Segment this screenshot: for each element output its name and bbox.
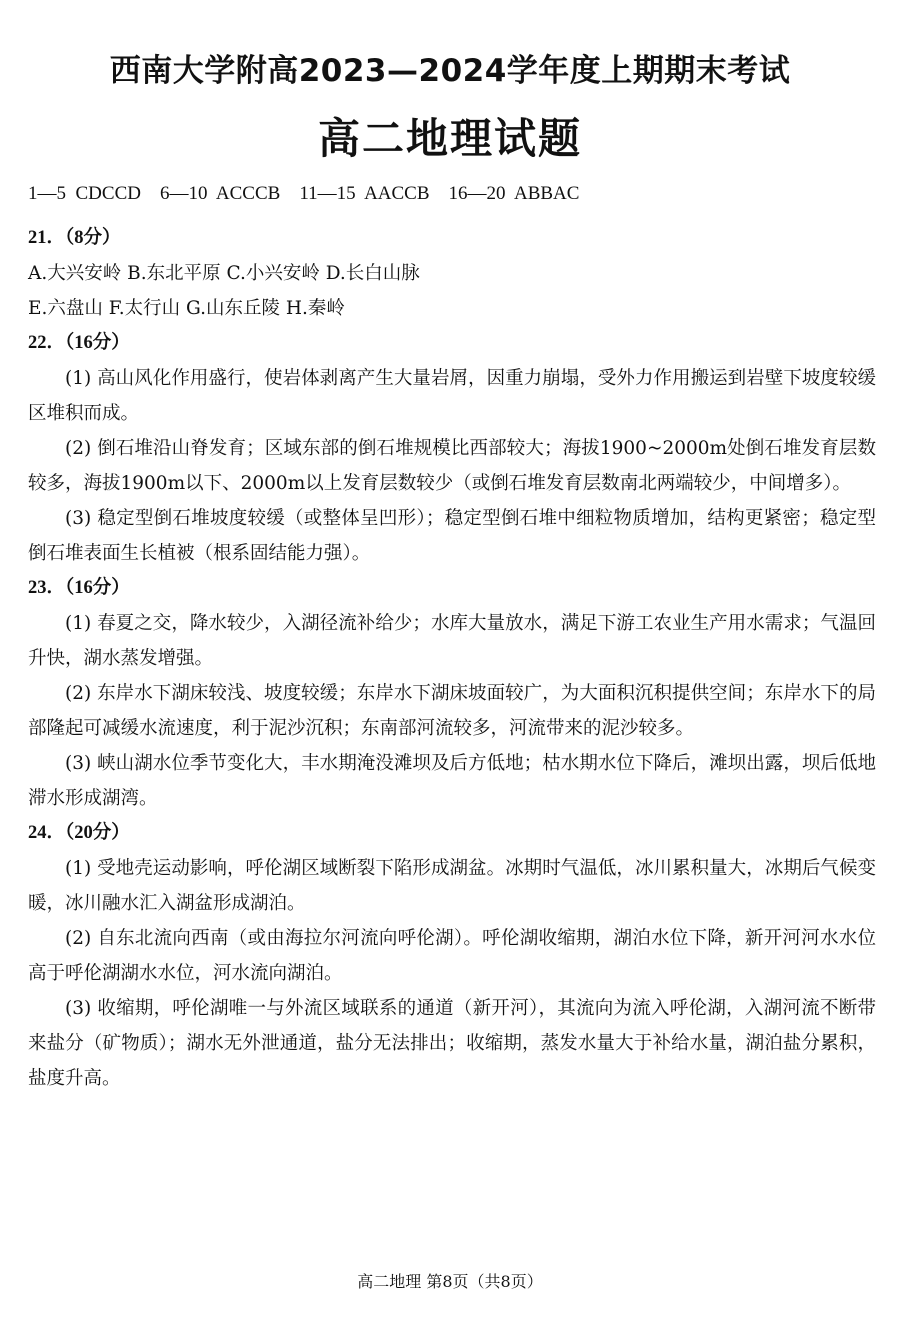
answer-paragraph: (2) 东岸水下湖床较浅、坡度较缓；东岸水下湖床坡面较广，为大面积沉积提供空间；东岸水下的局部隆起可减缓水流速度，利于泥沙沉积；东南部河流较多，河流带来的泥沙较多。: [28, 683, 876, 739]
question-number: 24．（20分）: [28, 823, 130, 843]
answer-paragraph: (1) 春夏之交，降水较少，入湖径流补给少；水库大量放水，满足下游工农业生产用水需求；气温回升快，湖水蒸发增强。: [28, 613, 876, 669]
answer-paragraph: (2) 自东北流向西南（或由海拉尔河流向呼伦湖）。呼伦湖收缩期，湖泊水位下降，新开河河水水位高于呼伦湖湖水水位，河水流向湖泊。: [28, 928, 876, 984]
answer-line: A.大兴安岭 B.东北平原 C.小兴安岭 D.长白山脉: [28, 263, 420, 284]
exam-subtitle: 高二地理试题: [317, 114, 582, 163]
answer-paragraph: (3) 峡山湖水位季节变化大，丰水期淹没滩坝及后方低地；枯水期水位下降后，滩坝出露，坝后低地滞水形成湖湾。: [28, 753, 876, 809]
question-22: [28, 326, 876, 571]
answer-paragraph: (3) 收缩期，呼伦湖唯一与外流区域联系的通道（新开河），其流向为流入呼伦湖，入湖河流不断带来盐分（矿物质）；湖水无外泄通道，盐分无法排出；收缩期，蒸发水量大于补给水量，湖泊盐分累积，盐度升高。: [28, 998, 876, 1089]
answer-paragraph: (2) 倒石堆沿山脊发育；区域东部的倒石堆规模比西部较大；海拔1900~2000m处倒石堆发育层数较多，海拔1900m以下、2000m以上发育层数较少（或倒石堆发育层数南北两端较少，中间增多）。: [28, 438, 876, 494]
question-number: 23．（16分）: [28, 578, 130, 598]
answer-line: E.六盘山 F.太行山 G.山东丘陵 H.秦岭: [28, 298, 345, 319]
question-number: 21．（8分）: [28, 228, 121, 248]
answer-paragraph: (1) 受地壳运动影响，呼伦湖区域断裂下陷形成湖盆。冰期时气温低，冰川累积量大，冰期后气候变暖，冰川融水汇入湖盆形成湖泊。: [28, 858, 876, 914]
question-24: [28, 816, 876, 1096]
question-number: 22．（16分）: [28, 333, 130, 353]
question-23: [28, 571, 876, 816]
exam-title: 西南大学附高2023—2024学年度上期期末考试: [109, 53, 791, 89]
answer-paragraph: (3) 稳定型倒石堆坡度较缓（或整体呈凹形）；稳定型倒石堆中细粒物质增加，结构更紧密；稳定型倒石堆表面生长植被（根系固结能力强）。: [28, 508, 876, 564]
answer-paragraph: (1) 高山风化作用盛行，使岩体剥离产生大量岩屑，因重力崩塌，受外力作用搬运到岩壁下坡度较缓区堆积而成。: [28, 368, 876, 424]
answer-content: [28, 176, 876, 1096]
multiple-choice-answer-key: 1—5 CDCCD 6—10 ACCCB 11—15 AACCB 16—20 ABBAC: [28, 183, 580, 204]
page-footer: 高二地理 第8页（共8页）: [357, 1272, 543, 1291]
question-21: [28, 221, 876, 326]
